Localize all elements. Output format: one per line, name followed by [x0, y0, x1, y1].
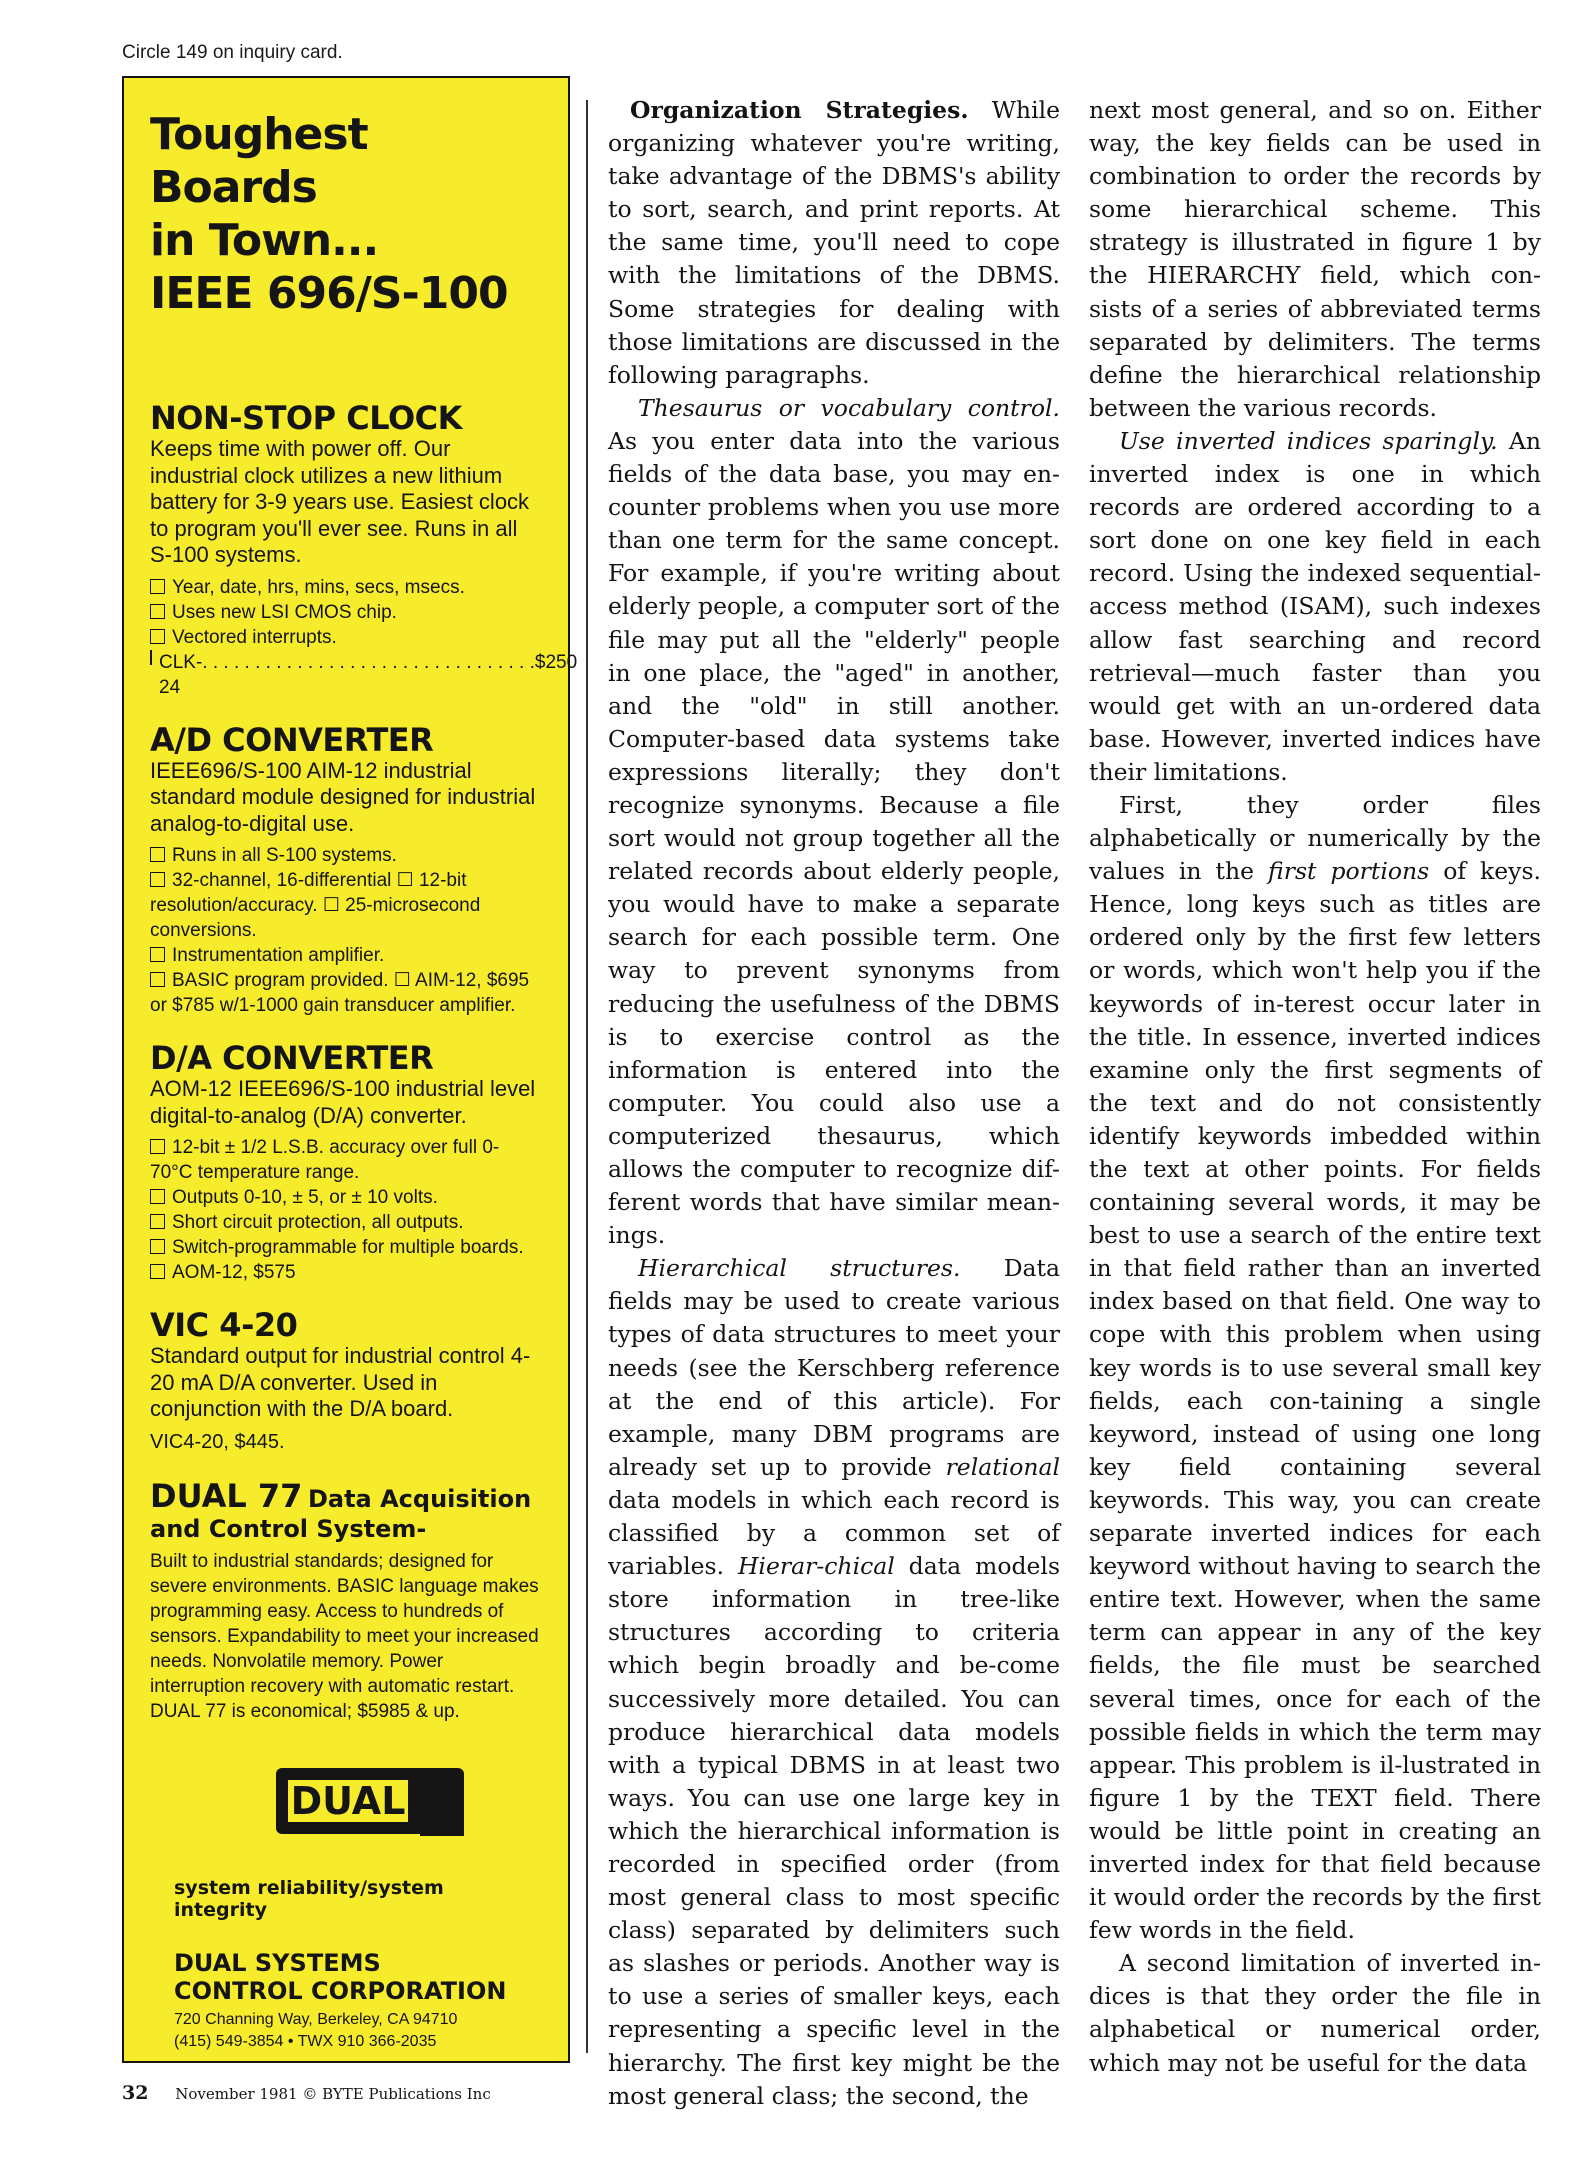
- clock-title: NON-STOP CLOCK: [150, 399, 462, 437]
- list-item: Uses new LSI CMOS chip.: [150, 600, 540, 625]
- footer-publication: November 1981 © BYTE Publications Inc: [175, 2085, 491, 2103]
- page-number: 32: [122, 2082, 149, 2104]
- ad-converter-features: [150, 843, 540, 1018]
- article-column-1: [608, 94, 1060, 2113]
- inquiry-card-note: Circle 149 on inquiry card.: [122, 42, 343, 63]
- da-converter-title: D/A CONVERTER: [150, 1039, 434, 1077]
- list-item: AOM-12, $575: [150, 1260, 540, 1285]
- list-item: Switch-programmable for multiple boards.: [150, 1235, 540, 1260]
- clock-description: Keeps time with power off. Our industrial clock utilizes a new lithium battery for 3-9 years use. Easiest clock to program you'll ever see. Runs in all S-100 systems.: [150, 436, 530, 567]
- checkbox-icon: [150, 629, 165, 644]
- clock-features: [150, 575, 578, 700]
- checkbox-icon: [150, 579, 165, 594]
- paragraph: Hierarchical structures. Data fields may be used to create various types of data structures to meet your needs (see the Kerschberg reference at the end of this article). For example, many DBM programs are already set up to provide relational data models in which each record is classified by a common set of variables. Hierar-chical data models store information in tree-like structures according to criteria which begin broadly and be-come successively more detailed. You can produce hierarchical data models with a typical DBMS in at least two ways. You can use one large key in which the hierarchical information is recorded in specified order (from most general class to most specific class) separated by delimiters such as slashes or periods. Another way is to use a series of smaller keys, each representing a specific level in the hierarchy. The first key might be the most general class; the second, the: [608, 1254, 1061, 2110]
- checkbox-icon: [150, 947, 165, 962]
- ad-tagline: system reliability/system integrity: [174, 1877, 444, 1921]
- list-item: Instrumentation amplifier.: [150, 943, 540, 968]
- list-item: Vectored interrupts.: [150, 625, 540, 650]
- da-converter-features: [150, 1135, 540, 1285]
- list-item: 32-channel, 16-differential ☐ 12-bit resolution/accuracy. ☐ 25-microsecond conversions.: [150, 870, 481, 941]
- list-item: Outputs 0-10, ± 5, or ± 10 volts.: [150, 1185, 540, 1210]
- checkbox-icon: [150, 1139, 165, 1154]
- ad-converter-title: A/D CONVERTER: [150, 720, 434, 759]
- list-item: Year, date, hrs, mins, secs, msecs.: [150, 575, 540, 600]
- ad-converter-description: IEEE696/S-100 AIM-12 industrial standard module designed for industrial analog-to-digital use.: [150, 757, 536, 836]
- vic-price: VIC4-20, $445.: [150, 1430, 285, 1453]
- paragraph: next most general, and so on. Either way, the key fields can be used in combination to order the records by some hierarchical scheme. This strategy is illustrated in figure 1 by the HIERARCHY field, which con-sists of a series of abbreviated terms separated by delimiters. The terms define the hierarchical relationship between the various records.: [1089, 96, 1541, 422]
- checkbox-icon: [150, 604, 165, 619]
- dual-logo-icon: [270, 1762, 470, 1848]
- list-item: Short circuit protection, all outputs.: [150, 1210, 540, 1235]
- logo-text: DUAL: [290, 1779, 406, 1823]
- paragraph: Organization Strategies. While organizing whatever you're writing, take advantage of the DBMS's ability to sort, search, and print reports. At the same time, you'll need to cope with the limitations of the DBMS. Some strategies for dealing with those limitations are discussed in the following paragraphs.: [608, 96, 1061, 389]
- checkbox-icon: [150, 1214, 165, 1229]
- column-divider: [586, 100, 588, 2053]
- dual-logo: [270, 1762, 540, 1853]
- page-footer: [122, 2082, 491, 2104]
- vic-title: VIC 4-20: [150, 1306, 298, 1344]
- checkbox-icon: [150, 1239, 165, 1254]
- dual-systems-advertisement: [122, 76, 578, 2063]
- paragraph: A second limitation of inverted in-dices is that they order the file in alphabetical or numerical order, which may not be useful for the data: [1089, 1949, 1541, 2077]
- dual77-title: DUAL 77 Data Acquisition and Control System-: [150, 1477, 532, 1543]
- checkbox-icon: [150, 972, 165, 987]
- list-item: 12-bit ± 1/2 L.S.B. accuracy over full 0-70°C temperature range.: [150, 1137, 500, 1183]
- dual77-description: Built to industrial standards; designed for severe environments. BASIC language makes programming easy. Access to hundreds of sensors. Expandability to meet your increased needs. Nonvolatile memory. Power interruption recovery with automatic restart. DUAL 77 is economical; $5985 & up.: [150, 1551, 539, 1722]
- list-item: Runs in all S-100 systems.: [150, 843, 540, 868]
- paragraph: Use inverted indices sparingly. An inverted index is one in which records are ordered according to a sort done on one key field in each record. Using the indexed sequential-access method (ISAM), such indexes allow fast searching and record retrieval—much faster than you would get with an un-ordered data base. However, inverted indices have their limitations.: [1089, 426, 1541, 786]
- paragraph: First, they order files alphabetically or numerically by the values in the first portions of keys. Hence, long keys such as titles are ordered only by the first few letters or words, which won't help you if the keywords of in-terest occur later in the title. In essence, inverted indices examine only the first segments of the text and do not consistently identify keywords imbedded within the text at other points. For fields containing several words, it may be best to use a search of the entire text in that field rather than an inverted index based on that field. One way to cope with this problem when using key words is to use several small key fields, each con-taining a single keyword, instead of using one long key field containing several keywords. This way, you can create separate inverted indices for each keyword without having to search the entire text. However, when the same term can appear in any of the key fields, the file must be searched several times, once for each of the possible fields in which the term may appear. This problem is il-lustrated in figure 1 by the TEXT field. There would be little point in creating an inverted index for that field because it would order the records by the first few words in the field.: [1089, 790, 1541, 1945]
- ad-headline: Toughest Boards in Town... IEEE 696/S-100: [150, 109, 508, 319]
- clock-price-row: CLK-24 . . . . . . . . . . . . . . . . . . . . . . . . . . . . . . . . $250: [150, 650, 540, 700]
- da-converter-description: AOM-12 IEEE696/S-100 industrial level digital-to-analog (D/A) converter.: [150, 1076, 536, 1128]
- article-column-2: [1089, 94, 1541, 2080]
- checkbox-icon: [150, 1264, 165, 1279]
- vic-description: Standard output for industrial control 4-20 mA D/A converter. Used in conjunction with the D/A board.: [150, 1343, 531, 1421]
- checkbox-icon: [150, 872, 165, 887]
- checkbox-icon: [150, 847, 165, 862]
- checkbox-icon: [150, 1189, 165, 1204]
- list-item: BASIC program provided. ☐ AIM-12, $695 or $785 w/1-1000 gain transducer amplifier.: [150, 970, 530, 1016]
- checkbox-icon: [150, 650, 152, 665]
- paragraph: Thesaurus or vocabulary control. As you enter data into the various fields of the data base, you may en-counter problems when you use more than one term for the same concept. For example, if you're writing about elderly people, a computer sort of the file may put all the "elderly" people in one place, the "aged" in another, and the "old" in still another. Computer-based data systems take expressions literally; they don't recognize synonyms. Because a file sort would not group together all the related records about elderly people, you would have to make a separate search for each possible term. One way to prevent synonyms from reducing the usefulness of the DBMS is to exercise control as the information is entered into the computer. You could also use a computerized thesaurus, which allows the computer to recognize dif-ferent words that have similar mean-ings.: [608, 393, 1060, 1250]
- company-name: DUAL SYSTEMS CONTROL CORPORATION: [174, 1949, 507, 2005]
- company-address: 720 Channing Way, Berkeley, CA 94710 (415) 549-3854 • TWX 910 366-2035: [174, 2011, 458, 2050]
